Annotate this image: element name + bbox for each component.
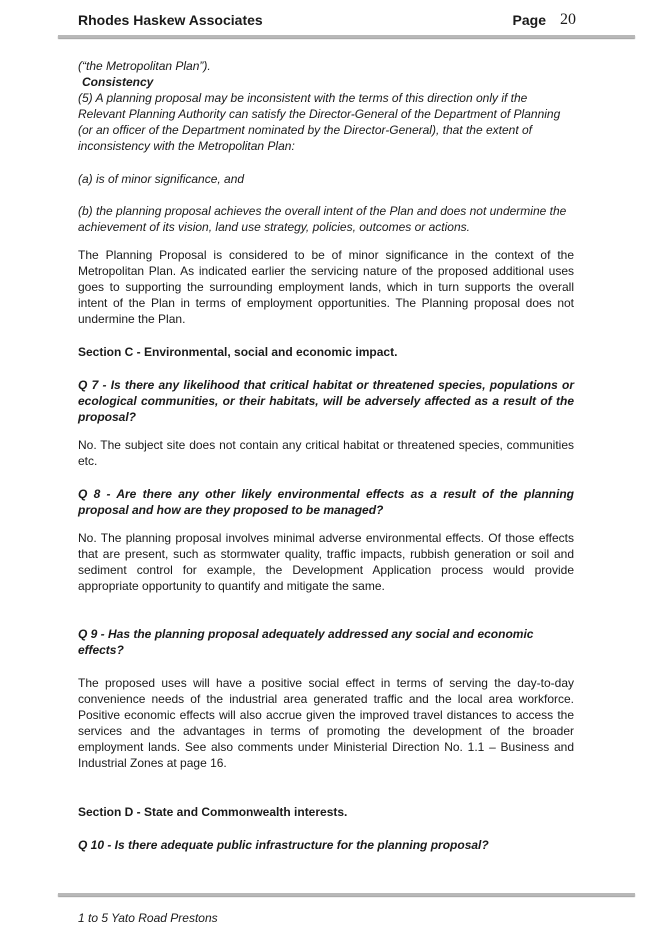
question-10: Q 10 - Is there adequate public infrastructure for the planning proposal? (78, 838, 489, 852)
section-d-heading: Section D - State and Commonwealth interests. (78, 805, 348, 819)
header-rule (58, 35, 635, 38)
question-7: Q 7 - Is there any likelihood that critical habitat or threatened species, populations or ecological communities, or their habitats, will be adversely affected as a result of the proposal? (78, 378, 574, 424)
clause-5: (5) A planning proposal may be inconsistent with the terms of this direction only if the Relevant Planning Authority can satisfy the Director-General of the Department of Planning (or an officer of the Department nominated by the Director-General), that the extent of inconsistency with the Metropolitan Plan: (78, 91, 561, 153)
page-number: 20 (560, 11, 576, 28)
question-8: Q 8 - Are there any other likely environmental effects as a result of the planning proposal and how are they proposed to be managed? (78, 487, 574, 517)
company-name: Rhodes Haskew Associates (78, 12, 263, 28)
document-body (78, 58, 574, 853)
answer-7: No. The subject site does not contain any critical habitat or threatened species, communities etc. (78, 438, 574, 468)
consistency-heading: Consistency (82, 75, 154, 89)
section-c-heading: Section C - Environmental, social and economic impact. (78, 345, 398, 359)
footer-rule (58, 893, 635, 896)
page-header (78, 12, 576, 32)
intro-line: (“the Metropolitan Plan”). (78, 59, 211, 73)
answer-8: No. The planning proposal involves minimal adverse environmental effects. Of those effects that are present, such as stormwater quality, traffic impacts, rubbish generation or soil and sediment control for example, the Development Application process would provide appropriate opportunity to quantify and mitigate the same. (78, 531, 574, 593)
footer-address: 1 to 5 Yato Road Prestons (78, 911, 218, 925)
paragraph-metropolitan-plan: The Planning Proposal is considered to be of minor significance in the context of the Metropolitan Plan. As indicated earlier the servicing nature of the proposed additional uses goes to supporting the surrounding employment lands, which in turn supports the overall intent of the Plan in terms of employment opportunities. The Planning proposal does not undermine the Plan. (78, 248, 574, 326)
answer-9: The proposed uses will have a positive social effect in terms of serving the day-to-day convenience needs of the industrial area generated traffic and the local area workforce. Positive economic effects will also accrue given the improved travel distances to access the services and the advantages in terms of promoting the development of the broader employment lands. See also comments under Ministerial Direction No. 1.1 – Business and Industrial Zones at page 16. (78, 676, 574, 770)
item-a: (a) is of minor significance, and (78, 172, 245, 186)
page-label: Page (512, 12, 546, 28)
question-9: Q 9 - Has the planning proposal adequately addressed any social and economic effects? (78, 627, 534, 657)
item-b: (b) the planning proposal achieves the overall intent of the Plan and does not undermine the achievement of its vision, land use strategy, policies, outcomes or actions. (78, 204, 567, 234)
